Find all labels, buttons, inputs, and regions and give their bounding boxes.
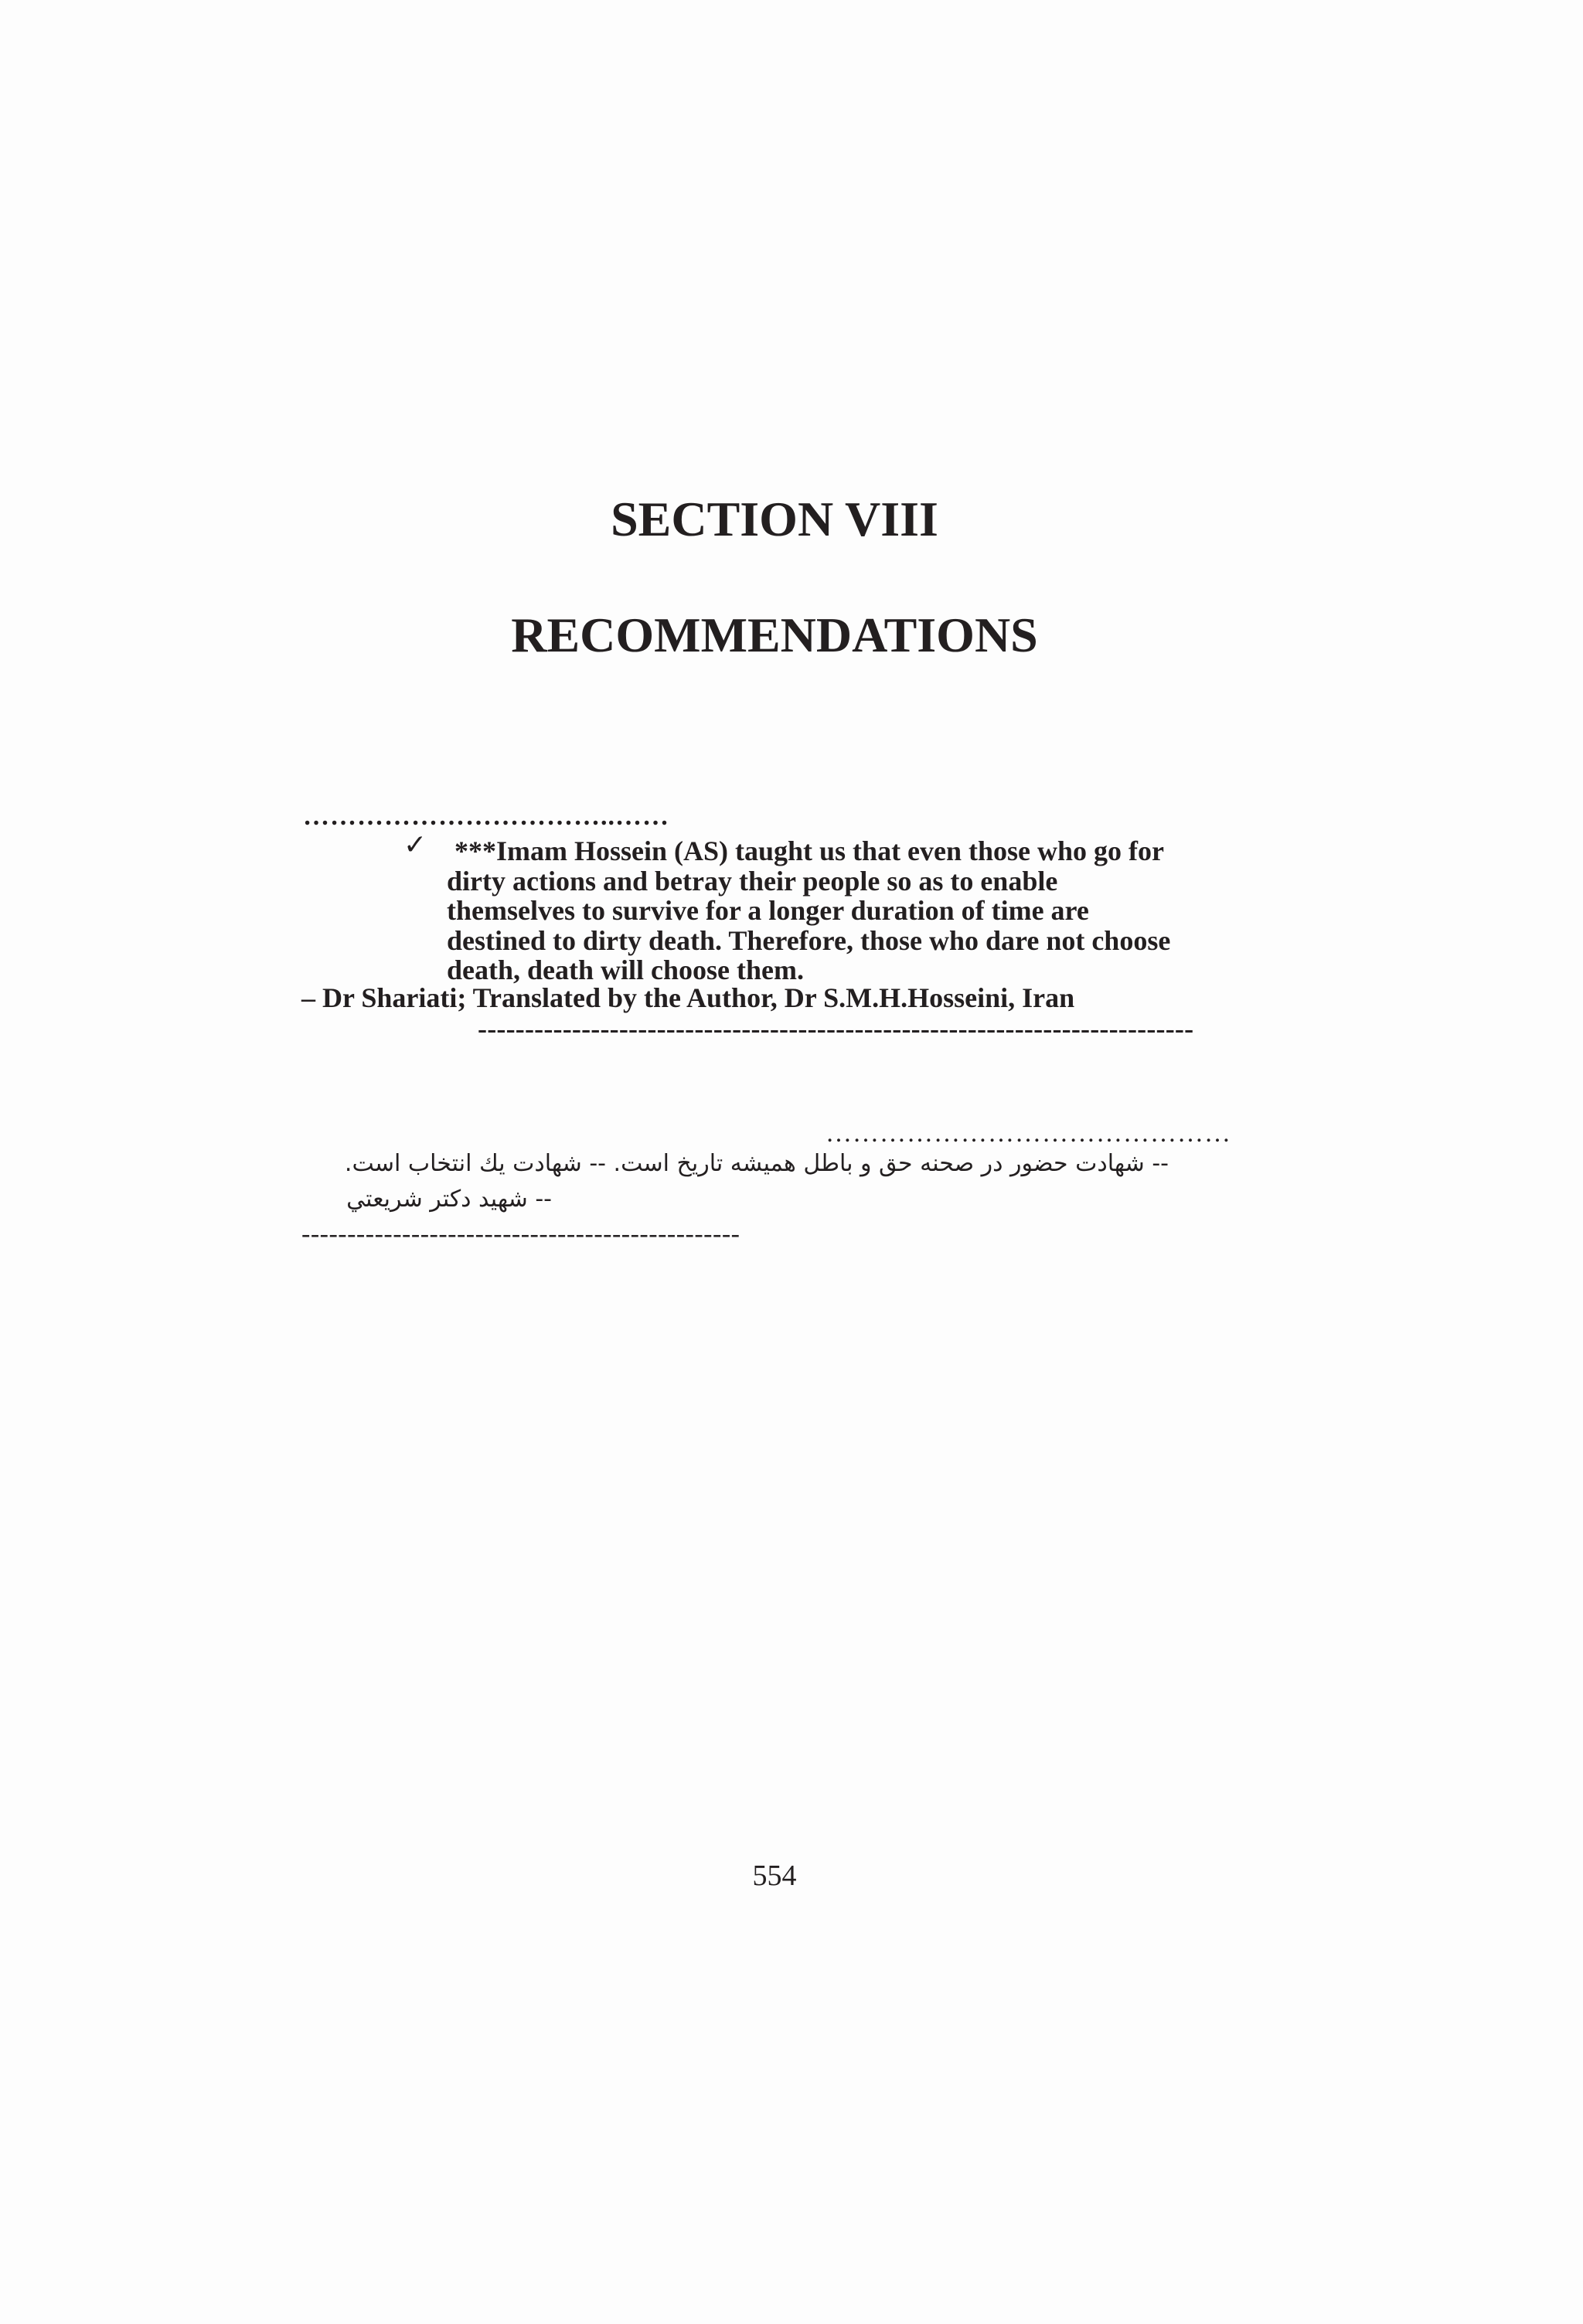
check-icon: ✓ — [403, 829, 427, 861]
section-title: SECTION VIII — [611, 492, 938, 546]
persian-quote-line: -- شهادت حضور در صحنه حق و باطل هميشه تاريخ است. -- شهادت يك انتخاب است. — [344, 1150, 1169, 1177]
page-number: 554 — [752, 1860, 797, 1892]
quote-line: destined to dirty death. Therefore, those who dare not choose — [447, 924, 1171, 956]
quote-leading-dots: ……………………………..…… — [303, 802, 669, 831]
quote-line: death, death will choose them. — [447, 954, 804, 985]
chapter-title: RECOMMENDATIONS — [511, 607, 1038, 662]
quote-line: ***Imam Hossein (AS) taught us that even those who go for — [454, 835, 1165, 866]
quote-separator: ---------------------------------------------------------------------------- — [478, 1013, 1194, 1044]
persian-leading-dots: ……………………………………… — [826, 1119, 1231, 1148]
quote-text — [447, 836, 1170, 985]
quote-line: dirty actions and betray their people so as to enable — [447, 865, 1058, 897]
persian-attribution: -- شهيد دكتر شريعتي — [346, 1186, 552, 1213]
quote-line: themselves to survive for a longer duration of time are — [447, 895, 1089, 926]
quote-attribution: – Dr Shariati; Translated by the Author, Dr S.M.H.Hosseini, Iran — [301, 982, 1075, 1013]
persian-separator: ------------------------------------------------ — [301, 1220, 740, 1248]
